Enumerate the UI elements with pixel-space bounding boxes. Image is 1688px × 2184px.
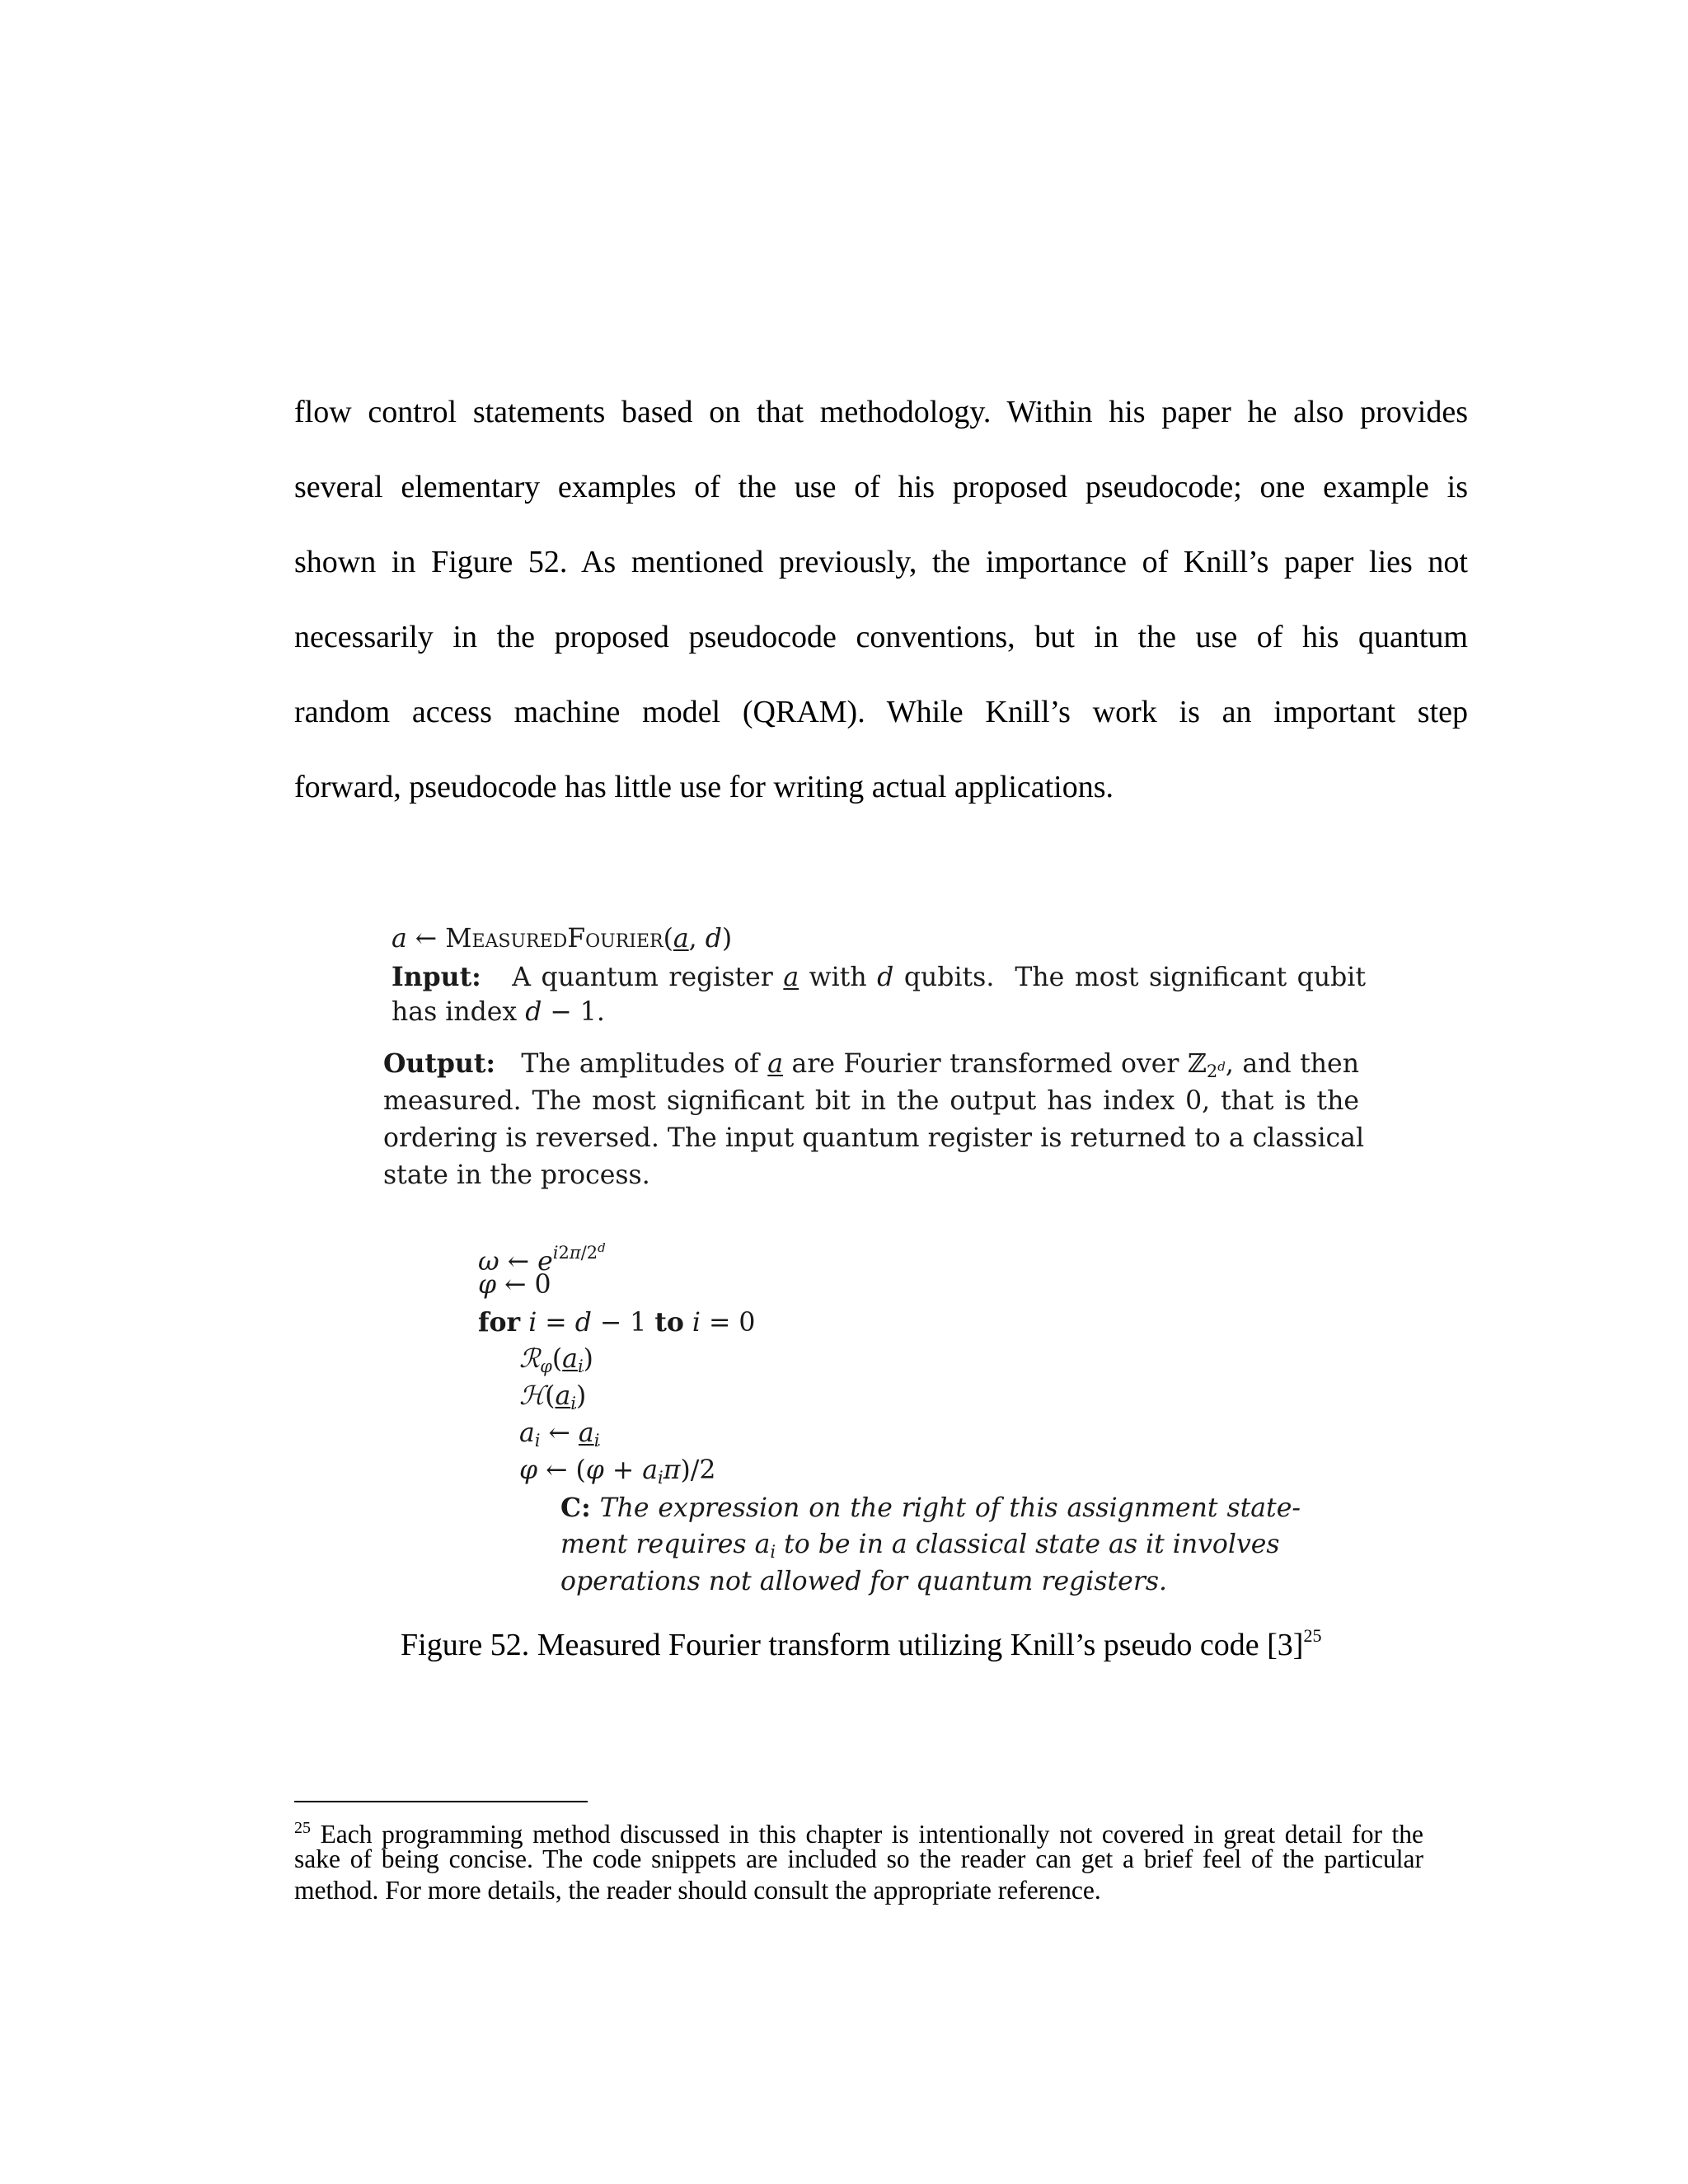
paragraph-line: flow control statements based on that methodology. Within his paper he also provides xyxy=(294,395,1468,429)
footnote-line-2: sake of being concise. The code snippets are included so the reader can get a brief feel of the particular xyxy=(294,1844,1423,1873)
code-line-measure: $a_i$ ← $a_i$ xyxy=(519,1418,600,1451)
input-line-1: Input: A quantum register a with d qubits. The most significant qubit xyxy=(392,962,1367,992)
comment-line-3: operations not allowed for quantum registers. xyxy=(560,1567,1168,1596)
paragraph-line: shown in Figure 52. As mentioned previously, the importance of Knill’s paper lies not xyxy=(294,545,1468,579)
figure-caption xyxy=(401,1617,1321,1664)
code-line-phi-update: φ ← $(\varphi + a_i\pi)/2$ xyxy=(519,1455,716,1488)
code-line-for: for i = d − 1 to i = 0 xyxy=(478,1307,756,1338)
code-line-hadamard: $ℋ(a_i)$ xyxy=(519,1381,587,1413)
function-header: a ← MeasuredFourier(a, d) xyxy=(392,924,733,954)
input-line-2: has index d − 1. xyxy=(392,997,605,1027)
input-label: Input: xyxy=(392,962,481,992)
paragraph-line: random access machine model (QRAM). While Knill’s work is an important step xyxy=(294,695,1468,729)
footnote-ref: 25 xyxy=(1303,1625,1322,1646)
footnote-divider xyxy=(294,1801,588,1802)
output-label: Output: xyxy=(383,1048,495,1079)
output-line-3: ordering is reversed. The input quantum register is returned to a classical xyxy=(383,1123,1365,1153)
comment-line-2: ment requires $a_i$ to be in a classical state as it involves xyxy=(560,1530,1280,1562)
paragraph-line: several elementary examples of the use of his proposed pseudocode; one example is xyxy=(294,470,1468,504)
caption-text: Figure 52. Measured Fourier transform utilizing Knill’s pseudo code [3] xyxy=(401,1628,1304,1662)
output-line-1: Output: The amplitudes of a are Fourier transformed over ℤ$_{2^d}$, and then xyxy=(383,1048,1359,1081)
footnote-line-1: $^{25}$ Each programming method discussed in this chapter is intentionally not covered in great detail for the xyxy=(294,1819,1423,1849)
footnote-line-3: method. For more details, the reader should consult the appropriate reference. xyxy=(294,1876,1101,1905)
output-line-2: measured. The most significant bit in the output has index 0, that is the xyxy=(383,1086,1359,1116)
code-line-rotation: $ℛ_\varphi(a_i)$ xyxy=(519,1344,593,1376)
footnote-number: 25 xyxy=(294,1819,311,1837)
comment-label: C: xyxy=(560,1493,591,1523)
paragraph-line: necessarily in the proposed pseudocode conventions, but in the use of his quantum xyxy=(294,620,1468,654)
code-line-phi-init: φ ← 0 xyxy=(478,1270,551,1300)
paragraph-line: forward, pseudocode has little use for writing actual applications. xyxy=(294,770,1114,804)
code-line-omega: ω ← $e^{i2\pi/2^d}$ xyxy=(478,1240,606,1277)
output-line-4: state in the process. xyxy=(383,1160,650,1190)
comment-line-1: C: The expression on the right of this assignment state- xyxy=(560,1493,1301,1523)
function-name: MeasuredFourier xyxy=(445,924,663,954)
